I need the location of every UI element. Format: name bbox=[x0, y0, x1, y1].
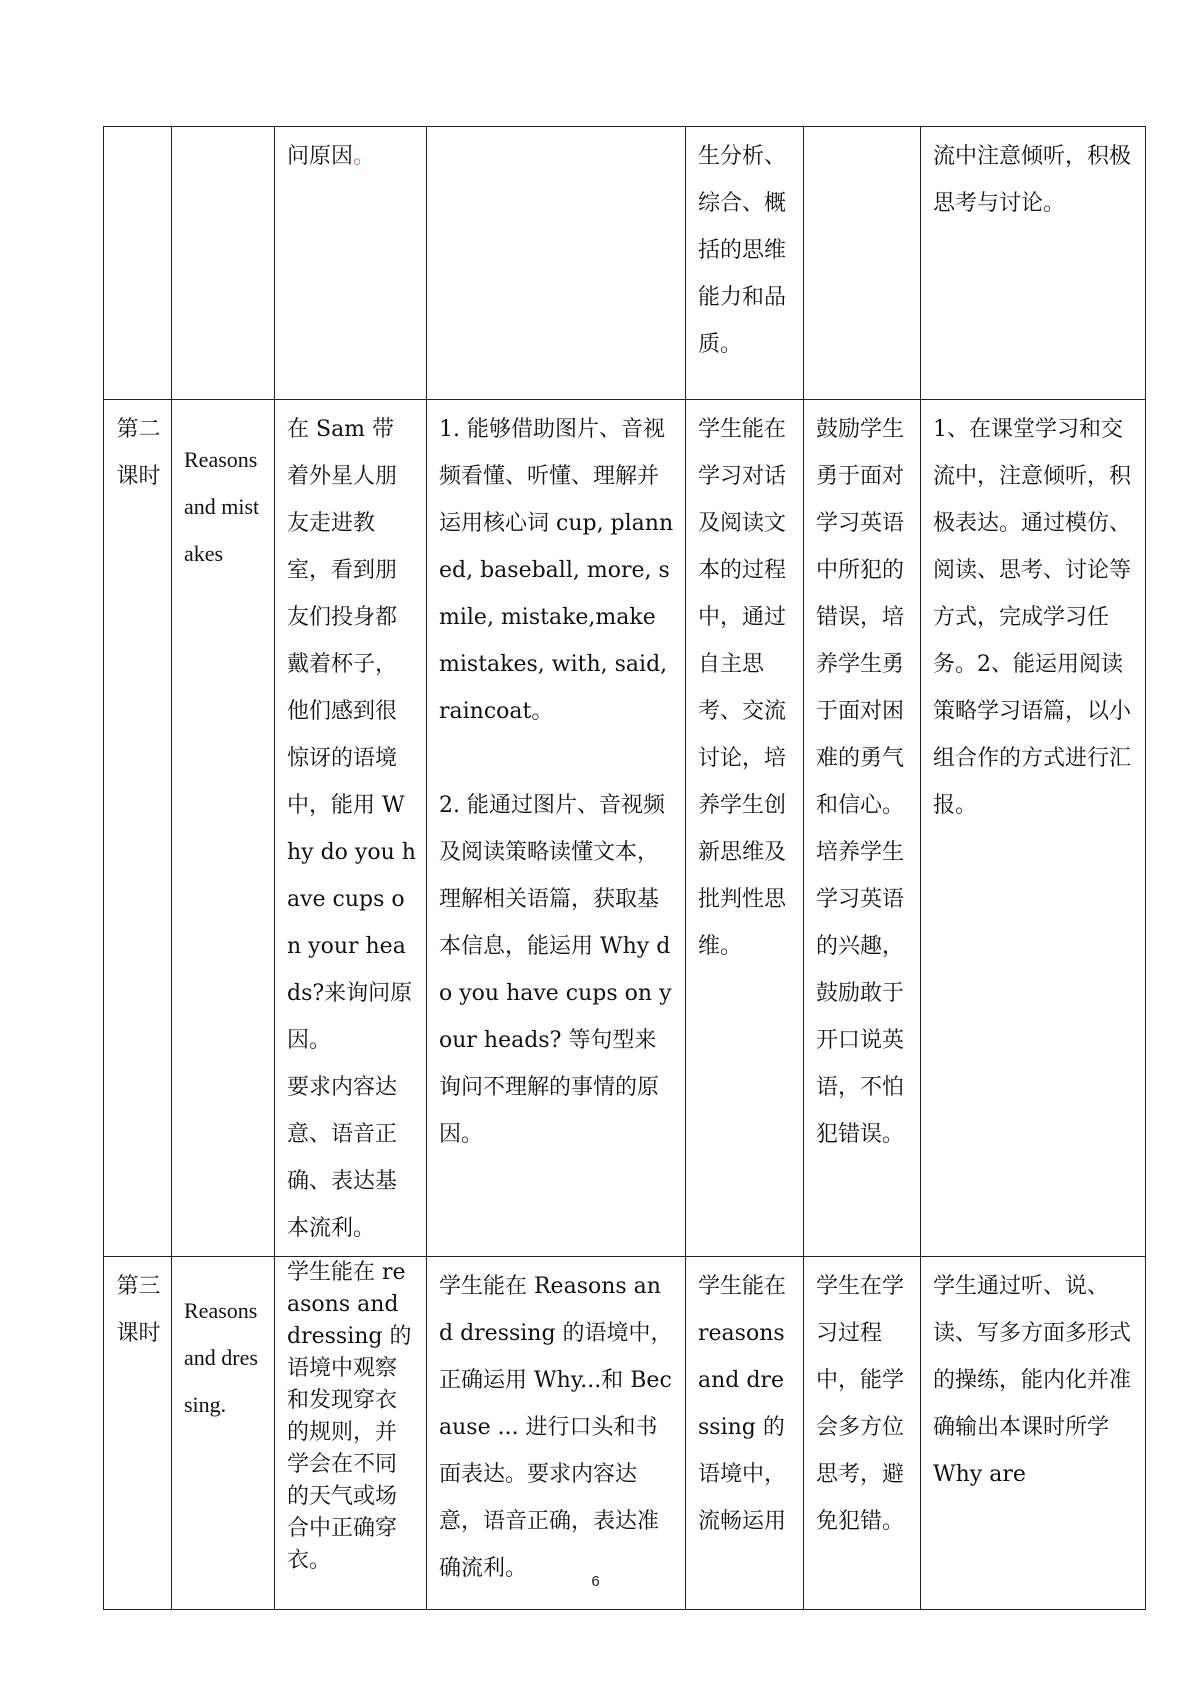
context-text: 问原因 bbox=[287, 144, 354, 169]
topic-cell: Reasons and dressing. bbox=[172, 1257, 275, 1610]
lesson-cell: 第二课时 bbox=[104, 400, 172, 1257]
table-row bbox=[104, 400, 1146, 1257]
objectives-cell bbox=[427, 1257, 686, 1610]
table-row bbox=[104, 127, 1146, 400]
context-end: 。 bbox=[353, 144, 376, 169]
lesson-cell bbox=[104, 127, 172, 400]
objective-item: 2. 能通过图片、音视频及阅读策略读懂文本，理解相关语篇，获取基本信息，能运用 Why do you have cups on your heads? 等句型来询问不理解的事情的原因。 bbox=[439, 793, 672, 1147]
thinking-cell: 学生能在学习对话及阅读文本的过程中，通过自主思考、交流讨论，培养学生创新思维及批判性思维。 bbox=[686, 400, 804, 1257]
strategy-cell: 1、在课堂学习和交流中，注意倾听，积极表达。通过模仿、阅读、思考、讨论等方式，完成学习任务。2、能运用阅读策略学习语篇，以小组合作的方式进行汇报。 bbox=[921, 400, 1146, 1257]
page-number: 6 bbox=[591, 1573, 600, 1590]
objective-item: 1. 能够借助图片、音视频看懂、听懂、理解并运用核心词 cup, planned, baseball, more, smile, mistake,make mistakes, with, said, raincoat。 bbox=[439, 417, 674, 724]
table-row bbox=[104, 1257, 1146, 1610]
lesson-cell: 第三课时 bbox=[104, 1257, 172, 1610]
context-requirement: 要求内容达意、语音正确、表达基本流利。 bbox=[287, 1075, 398, 1241]
context-cell: 学生能在 reasons and dressing 的语境中观察和发现穿衣的规则，并学会在不同的天气或场合中正确穿衣。 bbox=[275, 1257, 427, 1610]
thinking-cell: 生分析、综合、概括的思维能力和品质。 bbox=[686, 127, 804, 400]
context-text: 在 Sam 带着外星人朋友走进教室，看到朋友们投身都戴着杯子，他们感到很惊讶的语境中，能用 Why do you have cups on your heads?来询问原因。 bbox=[287, 417, 416, 1053]
thinking-cell: 学生能在 reasons and dressing 的语境中，流畅运用 bbox=[686, 1257, 804, 1610]
objectives-cell bbox=[427, 400, 686, 1257]
culture-cell bbox=[804, 127, 921, 400]
topic-cell: Reasons and mistakes bbox=[172, 400, 275, 1257]
strategy-cell: 流中注意倾听，积极思考与讨论。 bbox=[921, 127, 1146, 400]
context-cell bbox=[275, 400, 427, 1257]
culture-cell: 学生在学习过程中，能学会多方位思考，避免犯错。 bbox=[804, 1257, 921, 1610]
culture-cell: 鼓励学生勇于面对学习英语中所犯的错误，培养学生勇于面对困难的勇气和信心。培养学生学习英语的兴趣，鼓励敢于开口说英语，不怕犯错误。 bbox=[804, 400, 921, 1257]
strategy-cell: 学生通过听、说、读、写多方面多形式的操练，能内化并准确输出本课时所学 Why are bbox=[921, 1257, 1146, 1610]
topic-cell bbox=[172, 127, 275, 400]
objective-item: 学生能在 Reasons and dressing 的语境中，正确运用 Why...和 Because ... 进行口头和书面表达。要求内容达意，语音正确，表达准确流利。 bbox=[439, 1274, 673, 1581]
lesson-plan-table bbox=[103, 126, 1146, 1610]
objectives-cell bbox=[427, 127, 686, 400]
context-cell bbox=[275, 127, 427, 400]
